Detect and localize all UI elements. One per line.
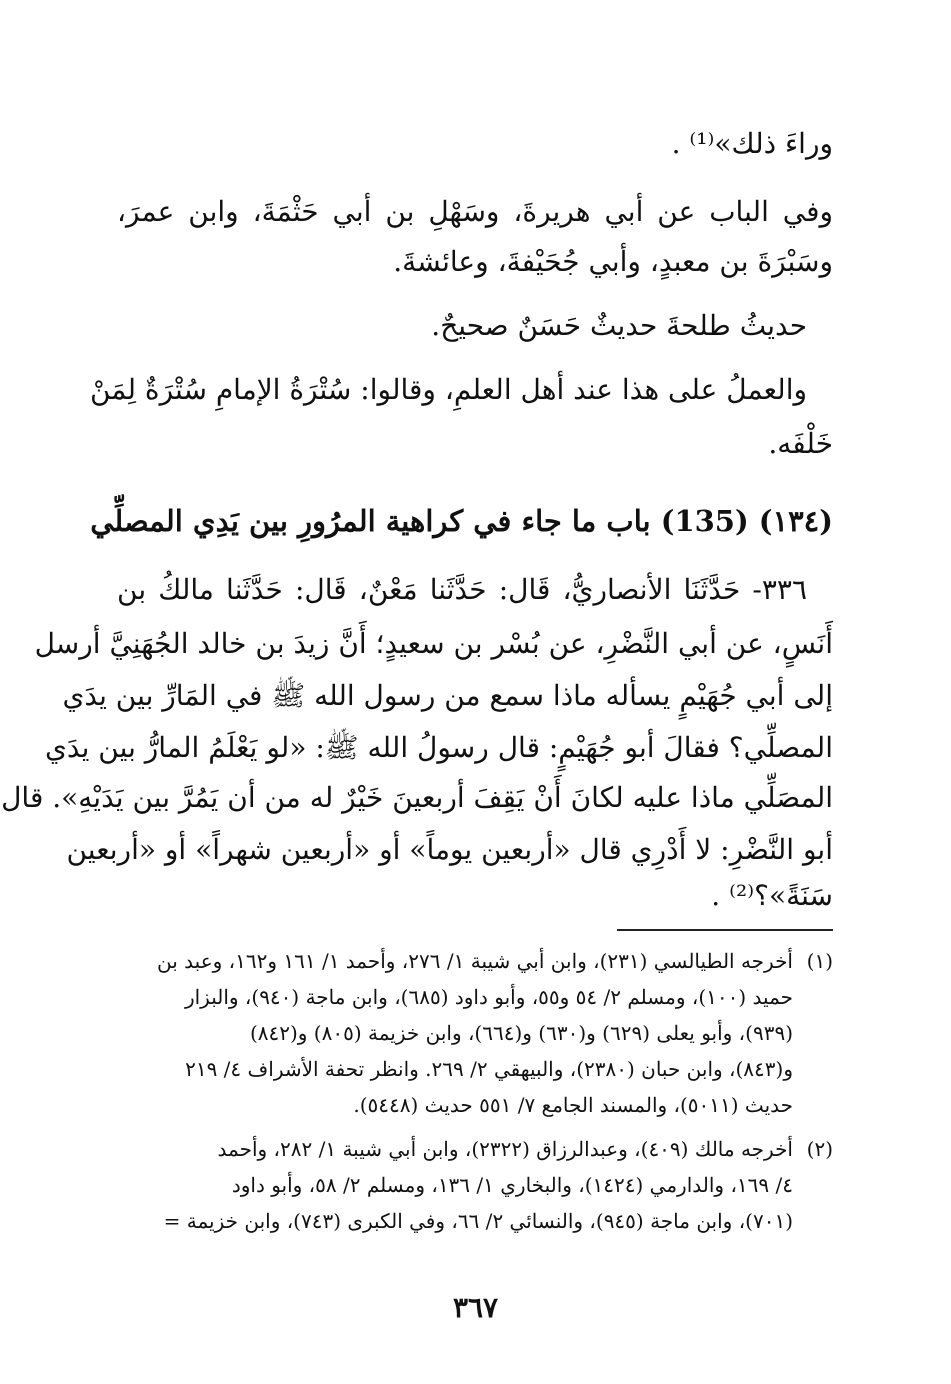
- footnote-1-line: [117, 982, 833, 1012]
- chapter-heading: (١٣٤) (135) باب ما جاء في كراهية المرُورِ بين يَدِي المصلِّي: [90, 504, 833, 538]
- footnote-1-line: [117, 1054, 833, 1084]
- text-line: خَلْفَه.: [768, 427, 833, 460]
- footnote-1-line: [117, 1090, 833, 1120]
- footnote-line: ٤/ ١٦٩، والدارمي (١٤٢٤)، والبخاري ١/ ١٣٦، ومسلم ٢/ ٥٨، وأبو داود: [231, 1173, 793, 1197]
- footnote-2-line: [117, 1170, 833, 1200]
- footnote-2: [117, 1134, 833, 1164]
- text-line: حديثُ طلحةَ حديثٌ حَسَنٌ صحيحٌ.: [431, 309, 807, 342]
- hadith-line: المصلِّي؟ فقالَ أبو جُهَيْمٍ: قال رسولُ الله ﷺ: «لو يَعْلَمُ المارُّ بين يدَي: [45, 731, 833, 764]
- hadith-line: المصَلِّي ماذا عليه لكانَ أَنْ يَقِفَ أربعينَ خَيْرٌ له من أن يَمُرَّ بين يَدَيْهِ». قال: [1, 781, 833, 814]
- footnote-separator: [617, 929, 833, 931]
- footnote-line: أخرجه الطيالسي (٢٣١)، وابن أبي شيبة ١/ ٢٧٦، وأحمد ١/ ١٦١ و١٦٢، وعبد بن: [157, 949, 793, 973]
- footnote-line: و(٨٤٣)، وابن حبان (٢٣٨٠)، والبيهقي ٢/ ٢٦٩. وانظر تحفة الأشراف ٤/ ٢١٩: [185, 1057, 793, 1081]
- footnote-1-line: [117, 1018, 833, 1048]
- footnote-number: (١): [806, 949, 833, 973]
- page-number: ٣٦٧: [452, 1291, 499, 1324]
- hadith-line: سَنَةً»؟⁽²⁾ .: [711, 879, 833, 912]
- footnote-line: حديث (٥٠١١)، والمسند الجامع ٧/ ٥٥١ حديث (٥٤٤٨).: [353, 1093, 793, 1117]
- footnote-line: حميد (١٠٠)، ومسلم ٢/ ٥٤ و٥٥، وأبو داود (٦٨٥)، وابن ماجة (٩٤٠)، والبزار: [184, 985, 793, 1009]
- footnote-number: (٢): [806, 1137, 833, 1161]
- text-line: والعملُ على هذا عند أهل العلمِ، وقالوا: سُتْرَةُ الإمامِ سُتْرَةٌ لِمَنْ: [89, 373, 807, 406]
- footnote-2-line: [117, 1206, 833, 1236]
- hadith-line: أَنَسٍ، عن أبي النَّضْرِ، عن بُسْر بن سعيدٍ؛ أَنَّ زيدَ بن خالد الجُهَنِيَّ أرسل: [34, 627, 833, 660]
- hadith-line: أبو النَّضْرِ: لا أَدْرِي قال «أربعين يوماً» أو «أربعين شهراً» أو «أربعين: [66, 833, 833, 866]
- footnote-line: (٩٣٩)، وأبو يعلى (٦٢٩) و(٦٣٠) و(٦٦٤)، وابن خزيمة (٨٠٥) و(٨٤٢): [249, 1021, 793, 1045]
- text-line: وسَبْرَةَ بن معبدٍ، وأبي جُحَيْفةَ، وعائشةَ.: [393, 245, 833, 278]
- text-line: وراءَ ذلك»⁽¹⁾ .: [671, 127, 833, 160]
- hadith-line: ٣٣٦- حَدَّثَنَا الأنصاريُّ، قَال: حَدَّثَنا مَعْنٌ، قَال: حَدَّثَنا مالكُ بن: [117, 573, 807, 606]
- text-line: وفي الباب عن أبي هريرةَ، وسَهْلِ بن أبي حَثْمَةَ، وابن عمرَ،: [117, 195, 833, 228]
- footnote-line: (٧٠١)، وابن ماجة (٩٤٥)، والنسائي ٢/ ٦٦، وفي الكبرى (٧٤٣)، وابن خزيمة =: [163, 1209, 793, 1233]
- footnote-line: أخرجه مالك (٤٠٩)، وعبدالرزاق (٢٣٢٢)، وابن أبي شيبة ١/ ٢٨٢، وأحمد: [217, 1137, 793, 1161]
- hadith-line: إلى أبي جُهَيْمٍ يسأله ماذا سمع من رسول الله ﷺ في المَارِّ بين يدَي: [62, 679, 833, 712]
- footnote-1: [117, 946, 833, 976]
